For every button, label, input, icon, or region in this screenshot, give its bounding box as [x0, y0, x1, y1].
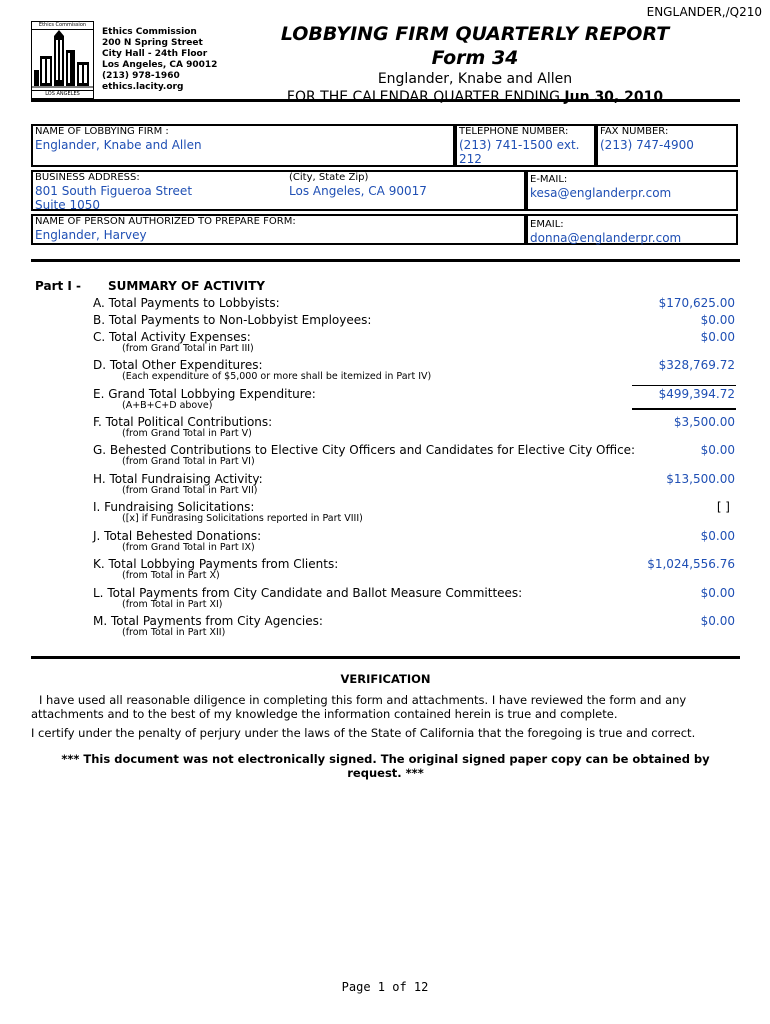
item-c-note: (from Grand Total in Part III) [122, 343, 254, 354]
authorized-email-box [526, 214, 738, 245]
item-a-amount: $170,625.00 [658, 296, 735, 310]
authorized-person-box [31, 214, 526, 245]
item-f-note: (from Grand Total in Part V) [122, 428, 252, 439]
email-label: E-MAIL: [530, 174, 568, 185]
item-h-note: (from Grand Total in Part VII) [122, 485, 258, 496]
logo-bottom-text: LOS ANGELES [32, 90, 93, 98]
item-k-label: K. Total Lobbying Payments from Clients: [93, 557, 339, 571]
ethics-commission-logo [31, 21, 94, 99]
verification-divider [31, 656, 740, 659]
business-address-line2: Suite 1050 [35, 198, 100, 212]
authorized-person-label: NAME OF PERSON AUTHORIZED TO PREPARE FORM: [35, 216, 296, 227]
email-value: kesa@englanderpr.com [530, 186, 672, 200]
item-j-label: J. Total Behested Donations: [93, 529, 262, 543]
item-d-amount: $328,769.72 [658, 358, 735, 372]
item-m-note: (from Total in Part XII) [122, 627, 226, 638]
quarter-prefix: FOR THE CALENDAR QUARTER ENDING [286, 89, 560, 105]
grand-total-rule [632, 408, 736, 410]
page-number: Page 1 of 12 [341, 980, 429, 994]
item-k-amount: $1,024,556.76 [647, 557, 735, 571]
telephone-value: (213) 741-1500 ext. 212 [459, 138, 580, 166]
verification-heading: VERIFICATION [340, 672, 431, 686]
authorized-email-label: EMAIL: [530, 219, 564, 230]
item-c-label: C. Total Activity Expenses: [93, 330, 251, 344]
firm-name-label: NAME OF LOBBYING FIRM : [35, 126, 169, 137]
item-e-note: (A+B+C+D above) [122, 400, 213, 411]
item-k-note: (from Total in Part X) [122, 570, 220, 581]
item-i-note: ([x] if Fundrasing Solicitations reported in Part VIII) [122, 513, 363, 524]
city-state-zip-label: (City, State Zip) [289, 172, 369, 183]
part1-top-divider [31, 259, 740, 262]
item-c-amount: $0.00 [700, 330, 735, 344]
item-l-amount: $0.00 [700, 586, 735, 600]
item-j-amount: $0.00 [700, 529, 735, 543]
verification-paragraph-1: I have used all reasonable diligence in completing this form and attachments. I have reviewed the form and any attachments and to the best of my knowledge the information contained herein is true and complete. [31, 693, 687, 721]
item-d-note: (Each expenditure of $5,000 or more shall be itemized in Part IV) [122, 371, 432, 382]
item-g-label: G. Behested Contributions to Elective City Officers and Candidates for Elective City Office: [93, 443, 636, 457]
fax-value: (213) 747-4900 [600, 138, 694, 152]
item-a-label: A. Total Payments to Lobbyists: [93, 296, 280, 310]
item-d-label: D. Total Other Expenditures: [93, 358, 263, 372]
report-title-block [210, 22, 740, 106]
business-address-line1: 801 South Figueroa Street [35, 184, 193, 198]
agency-address-line1: 200 N Spring Street [102, 38, 203, 48]
item-h-amount: $13,500.00 [666, 472, 735, 486]
agency-name: Ethics Commission [102, 27, 197, 37]
part1-heading: SUMMARY OF ACTIVITY [108, 279, 265, 293]
fax-box [596, 124, 738, 167]
logo-top-text: Ethics Commission [32, 22, 93, 30]
quarter-date: Jun 30, 2010 [564, 89, 664, 105]
item-g-amount: $0.00 [700, 443, 735, 457]
item-f-label: F. Total Political Contributions: [93, 415, 273, 429]
authorized-email-value: donna@englanderpr.com [530, 231, 682, 245]
telephone-label: TELEPHONE NUMBER: [459, 126, 569, 137]
item-m-amount: $0.00 [700, 614, 735, 628]
firm-name-box [31, 124, 455, 167]
report-title: LOBBYING FIRM QUARTERLY REPORT [280, 23, 670, 45]
item-m-label: M. Total Payments from City Agencies: [93, 614, 323, 628]
firm-name-value: Englander, Knabe and Allen [35, 138, 202, 152]
city-hall-icon [32, 30, 93, 92]
item-l-label: L. Total Payments from City Candidate and Ballot Measure Committees: [93, 586, 523, 600]
item-b-amount: $0.00 [700, 313, 735, 327]
subtotal-rule [632, 385, 736, 386]
part1-label: Part I - [35, 279, 82, 293]
item-f-amount: $3,500.00 [673, 415, 735, 429]
verification-paragraph-2: I certify under the penalty of perjury under the laws of the State of California that the foregoing is true and correct. [31, 726, 696, 740]
fax-label: FAX NUMBER: [600, 126, 669, 137]
form-number: Form 34 [431, 47, 519, 69]
item-j-note: (from Grand Total in Part IX) [122, 542, 255, 553]
item-e-amount: $499,394.72 [658, 387, 735, 401]
agency-address-line2: City Hall - 24th Floor [102, 49, 208, 59]
document-id: ENGLANDER,/Q210 [646, 5, 762, 19]
email-box [526, 170, 738, 211]
item-i-label: I. Fundraising Solicitations: [93, 500, 255, 514]
item-b-label: B. Total Payments to Non-Lobbyist Employees: [93, 313, 372, 327]
item-e-label: E. Grand Total Lobbying Expenditure: [93, 387, 316, 401]
agency-website: ethics.lacity.org [102, 82, 184, 92]
business-address-box [31, 170, 526, 211]
authorized-person-value: Englander, Harvey [35, 228, 147, 242]
item-l-note: (from Total in Part XI) [122, 599, 223, 610]
signature-notice: *** This document was not electronically signed. The original signed paper copy can be obtained by request. *** [61, 752, 710, 780]
filer-firm-name: Englander, Knabe and Allen [377, 71, 573, 87]
agency-phone: (213) 978-1960 [102, 71, 180, 81]
item-g-note: (from Grand Total in Part VI) [122, 456, 255, 467]
item-h-label: H. Total Fundraising Activity: [93, 472, 263, 486]
agency-city: Los Angeles, CA 90012 [102, 60, 218, 70]
header-divider [31, 99, 740, 102]
agency-address-block [102, 27, 217, 93]
telephone-box [455, 124, 596, 167]
quarter-line [210, 88, 740, 106]
city-state-zip-value: Los Angeles, CA 90017 [289, 184, 427, 198]
item-i-checkbox: [ ] [716, 500, 730, 514]
business-address-label: BUSINESS ADDRESS: [35, 172, 140, 183]
